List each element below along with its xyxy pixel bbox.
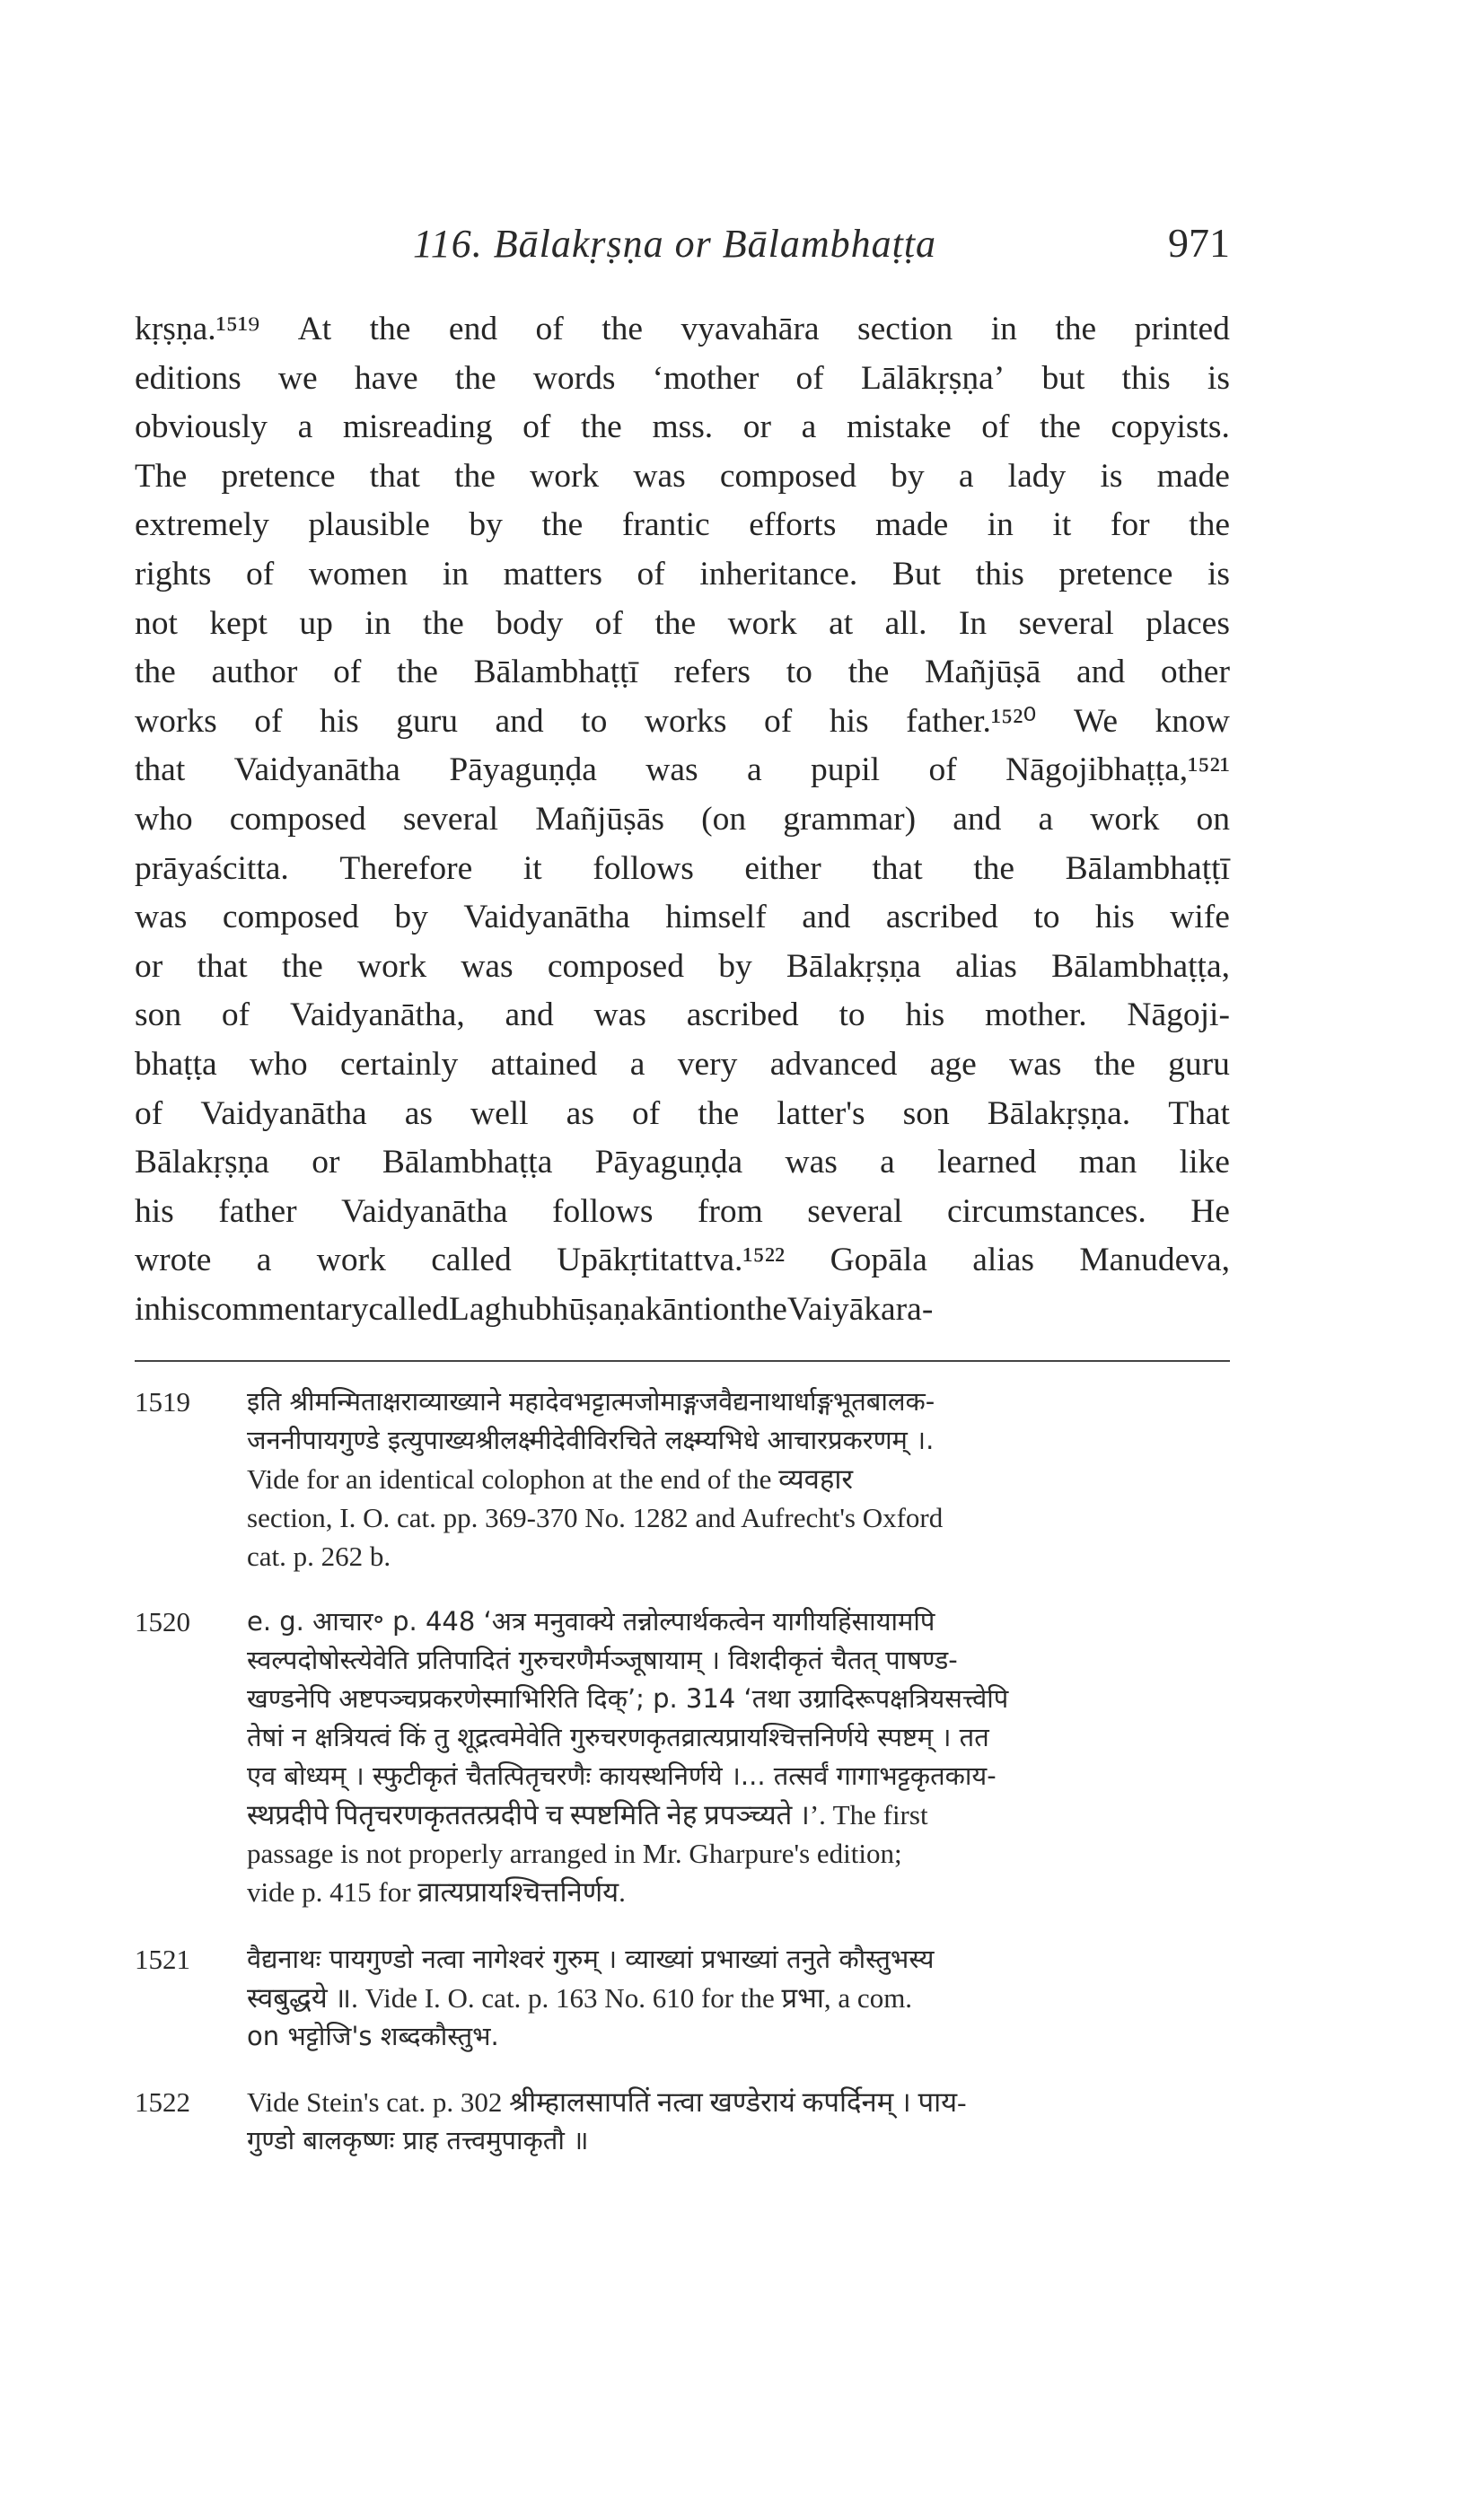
text-line: that Vaidyanātha Pāyaguṇḍa was a pupil of Nāgojibhaṭṭa,¹⁵²¹ [135,751,1230,789]
footnote-line: तेषां न क्षत्रियत्वं किं तु शूद्रत्वमेवेति गुरुचरणकृतव्रात्यप्रायश्चित्तनिर्णये स्पष्टम् । तत [247,1722,989,1752]
text-line: son of Vaidyanātha, and was ascribed to his mother. Nāgoji- [135,996,1230,1034]
text-line: kṛṣṇa.¹⁵¹⁹ At the end of the vyavahāra section in the printed [135,311,1230,347]
footnote-line: खण्डनेपि अष्टपञ्चप्रकरणेस्माभिरिति दिक्’; p. 314 ‘तथा उग्रादिरूपक्षत्रियसत्त्वेपि [247,1683,1009,1714]
footnote-number: 1521 [135,1944,190,1975]
footnote-line: एव बोध्यम् । स्फुटीकृतं चैतत्पितृचरणैः कायस्थनिर्णये ।... तत्सर्वं गागाभट्टकृतकाय- [247,1760,997,1791]
running-title: 116. Bālakṛṣṇa or Bālambhaṭṭa [413,222,937,266]
footnote-line: वैद्यनाथः पायगुण्डो नत्वा नागेश्वरं गुरुम् । व्याख्यां प्रभाख्यां तनुते कौस्तुभस्य [247,1944,935,1974]
footnote-line: cat. p. 262 b. [247,1541,391,1572]
footnote-divider [135,1360,1230,1362]
footnote-line: स्वल्पदोषोस्त्येवेति प्रतिपादितं गुरुचरणैर्मञ्जूषायाम् । विशदीकृतं चैतत् पाषण्ड- [247,1645,958,1675]
page-number: 971 [1168,220,1230,266]
footnote-number: 1520 [135,1606,190,1637]
text-line: extremely plausible by the frantic efforts made in it for the [135,506,1230,544]
text-line: Bālakṛṣṇa or Bālambhaṭṭa Pāyaguṇḍa was a learned man like [135,1144,1230,1181]
footnote-number: 1522 [135,2086,190,2118]
footnote [135,1602,1234,1911]
footnote-line: जननीपायगुण्डे इत्युपाख्यश्रीलक्ष्मीदेवीविरचिते लक्ष्म्यभिधे आचारप्रकरणम् ।. [247,1425,935,1455]
footnote-line: vide p. 415 for व्रात्यप्रायश्चित्तनिर्णय. [247,1876,626,1908]
text-line: of Vaidyanātha as well as of the latter's son Bālakṛṣṇa. That [135,1094,1230,1132]
page-header [135,214,1230,277]
footnote-line: section, I. O. cat. pp. 369-370 No. 1282 and Aufrecht's Oxford [247,1502,944,1533]
text-line: rights of women in matters of inheritance. But this pretence is [135,555,1230,593]
footnote-line: इति श्रीमन्मिताक्षराव्याख्याने महादेवभट्टात्मजोमाङ्गजवैद्यनाथार्धाङ्गभूतबालक- [247,1386,935,1417]
main-text [135,305,1230,1334]
text-line: prāyaścitta. Therefore it follows either that the Bālambhaṭṭī [135,849,1230,887]
footnote-line: Vide for an identical colophon at the end of the व्यवहार [247,1463,854,1495]
footnote-line: स्वबुद्धये ॥. Vide I. O. cat. p. 163 No. 610 for the प्रभा, a com. [247,1982,913,2014]
text-line: editions we have the words ‘mother of Lālākṛṣṇa’ but this is [135,359,1230,397]
footnote-number: 1519 [135,1386,190,1418]
text-line: or that the work was composed by Bālakṛṣṇa alias Bālambhaṭṭa, [135,947,1230,985]
text-line: works of his guru and to works of his father.¹⁵²⁰ We know [135,702,1230,740]
text-line: bhaṭṭa who certainly attained a very advanced age was the guru [135,1045,1230,1083]
text-line: wrote a work called Upākṛtitattva.¹⁵²² Gopāla alias Manudeva, [135,1242,1230,1279]
footnote [135,2083,1234,2160]
text-line: the author of the Bālambhaṭṭī refers to the Mañjūṣā and other [135,654,1230,691]
footnote-line: e. g. आचार॰ p. 448 ‘अत्र मनुवाक्ये तन्नोल्पार्थकत्वेन यागीयहिंसायामपि [247,1606,935,1637]
text-line: was composed by Vaidyanātha himself and ascribed to his wife [135,899,1230,936]
text-line: not kept up in the body of the work at all. In several places [135,604,1230,642]
text-line: obviously a misreading of the mss. or a mistake of the copyists. [135,408,1230,446]
text-line: his father Vaidyanātha follows from several circumstances. He [135,1192,1230,1230]
footnote-line: Vide Stein's cat. p. 302 श्रीम्हालसापतिं नत्वा खण्डेरायं कपर्दिनम् । पाय- [247,2086,967,2118]
footnote [135,1940,1234,2056]
text-line: in his commentary called Laghubhūṣaṇakānti on the Vaiyākara- [135,1290,934,1328]
footnote-line: गुण्डो बालकृष्णः प्राह तत्त्वमुपाकृतौ ॥ [247,2125,589,2155]
text-line: The pretence that the work was composed by a lady is made [135,457,1230,495]
text-line: who composed several Mañjūṣās (on grammar) and a work on [135,800,1230,838]
footnote-line: on भट्टोजि's शब्दकौस्तुभ. [247,2021,499,2051]
footnote-line: passage is not properly arranged in Mr. Gharpure's edition; [247,1838,902,1869]
footnote [135,1383,1234,1576]
footnote-line: स्थप्रदीपे पितृचरणकृततत्प्रदीपे च स्पष्टमिति नेह प्रपञ्च्यते ।’. The first [247,1799,928,1830]
footnotes [135,1383,1234,2160]
